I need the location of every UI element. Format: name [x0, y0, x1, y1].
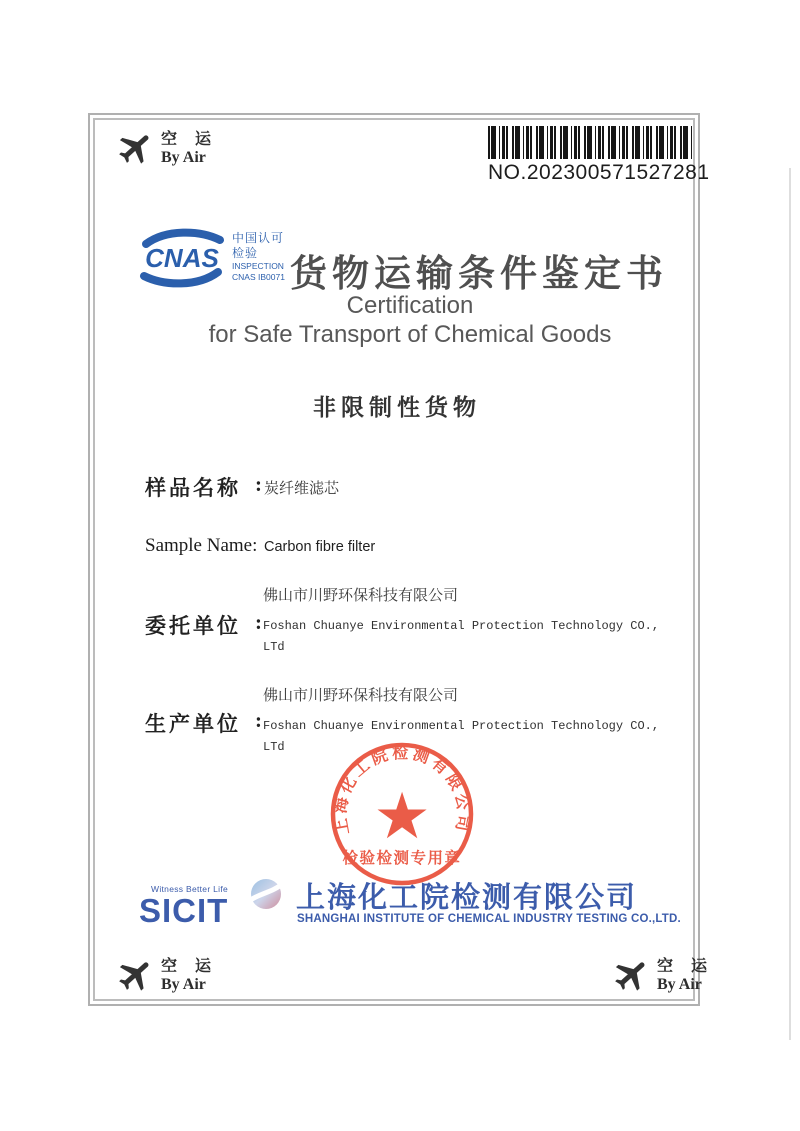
footer-company-name-cn: 上海化工院检测有限公司	[296, 882, 638, 914]
manufacturer-company-en-line2: LTd	[263, 740, 285, 754]
barcode	[488, 126, 692, 159]
goods-classification: 非限制性货物	[313, 395, 481, 420]
cnas-accreditation-code: CNAS IB0071	[232, 271, 285, 282]
air-freight-mark-top	[116, 128, 218, 168]
seal-bottom-text: 检验检测专用章	[342, 850, 462, 867]
certificate-title-en-line1: Certification	[346, 292, 474, 319]
consignor-company-cn: 佛山市川野环保科技有限公司	[263, 587, 459, 604]
cnas-wordmark: CNAS	[145, 243, 219, 273]
star-icon: ★	[373, 780, 431, 852]
company-seal	[317, 729, 487, 899]
manufacturer-company-cn: 佛山市川野环保科技有限公司	[263, 687, 459, 704]
consignor-company-en-line2: LTd	[263, 640, 285, 654]
certificate-number: NO.202300571527281	[488, 161, 710, 184]
sicit-tagline: Witness Better Life	[151, 884, 229, 894]
air-freight-cn-label: 空 运	[657, 958, 715, 975]
scan-page-edge	[789, 168, 791, 1040]
airplane-icon	[116, 955, 156, 995]
sample-name-value-cn: 炭纤维滤芯	[264, 480, 340, 497]
cnas-logo-bottom-swoosh	[144, 272, 218, 283]
cnas-caption	[232, 231, 285, 282]
sample-name-label-en: Sample Name:	[145, 535, 258, 556]
air-freight-cn-label: 空 运	[161, 131, 219, 148]
cnas-logo	[136, 226, 228, 290]
sicit-globe-icon	[243, 871, 291, 919]
footer-company-name-en: SHANGHAI INSTITUTE OF CHEMICAL INDUSTRY TESTING CO.,LTD.	[297, 913, 681, 925]
cnas-caption-en: INSPECTION	[232, 261, 284, 271]
air-freight-en-label: By Air	[657, 976, 702, 994]
airplane-icon	[612, 955, 652, 995]
air-freight-mark-bottom-right	[612, 955, 714, 995]
air-freight-en-label: By Air	[161, 976, 206, 994]
airplane-icon	[116, 128, 156, 168]
air-freight-cn-label: 空 运	[161, 958, 219, 975]
cnas-caption-cn2: 检验	[232, 246, 259, 260]
sample-name-value-en: Carbon fibre filter	[264, 539, 376, 555]
manufacturer-label: 生产单位 :	[145, 708, 262, 736]
sicit-logo-text: SICIT	[139, 892, 229, 929]
certificate-title-en-line2: for Safe Transport of Chemical Goods	[208, 321, 612, 348]
air-freight-mark-bottom-left	[116, 955, 218, 995]
certificate-title-cn: 货物运输条件鉴定书	[290, 254, 668, 295]
consignor-label: 委托单位 :	[145, 610, 262, 638]
air-freight-en-label: By Air	[161, 149, 206, 167]
manufacturer-company-en-line1: Foshan Chuanye Environmental Protection Technology CO.,	[263, 719, 660, 733]
barcode-block	[488, 126, 710, 185]
sample-name-label-cn: 样品名称 :	[145, 472, 262, 500]
cnas-caption-cn1: 中国认可	[232, 231, 285, 245]
consignor-value	[263, 588, 659, 655]
consignor-company-en-line1: Foshan Chuanye Environmental Protection Technology CO.,	[263, 619, 660, 633]
seal-arc-text: 上海化工院检测有限公司	[332, 744, 472, 836]
